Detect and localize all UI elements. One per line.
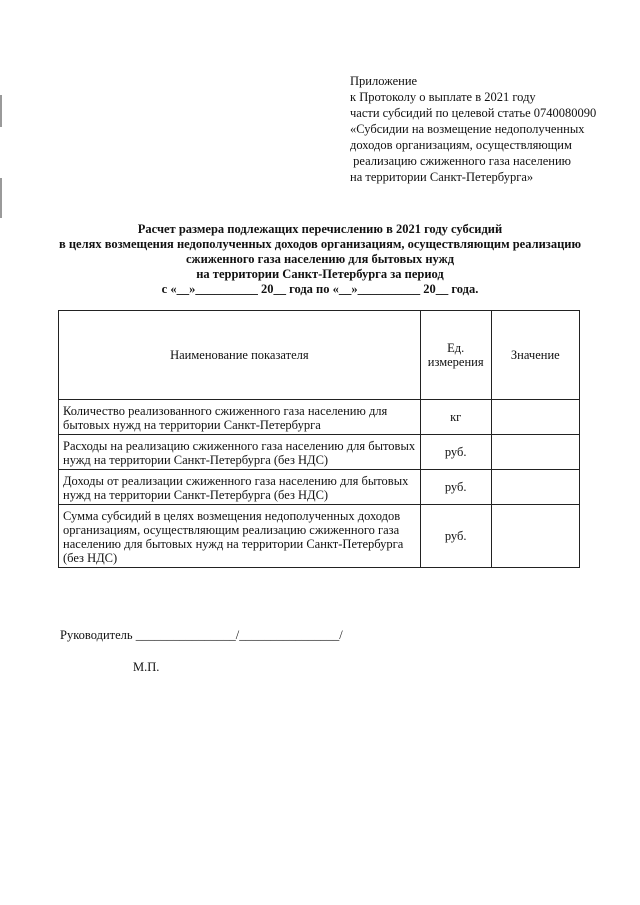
appendix-line: реализацию сжиженного газа населению bbox=[350, 154, 571, 168]
title-period-line: с «__»__________ 20__ года по «__»__________ 20__ года. bbox=[161, 282, 479, 296]
table-row bbox=[59, 400, 580, 435]
title-line: Расчет размера подлежащих перечислению в 2021 году субсидий bbox=[137, 222, 503, 236]
indicator-value[interactable] bbox=[491, 505, 579, 568]
indicator-unit: руб. bbox=[420, 505, 491, 568]
left-edge-mark-top bbox=[0, 95, 2, 127]
appendix-note bbox=[350, 73, 630, 185]
indicator-name: Расходы на реализацию сжиженного газа населению для бытовых нужд на территории Санкт-Петербурга (без НДС) bbox=[59, 435, 421, 470]
indicator-name: Сумма субсидий в целях возмещения недополученных доходов организациям, осуществляющим реализацию сжиженного газа населению для бытовых нужд на территории Санкт-Петербурга (без НДС) bbox=[59, 505, 421, 568]
appendix-line: на территории Санкт-Петербурга» bbox=[350, 170, 534, 184]
subsidy-calculation-table bbox=[58, 310, 580, 568]
indicator-name: Количество реализованного сжиженного газа населению для бытовых нужд на территории Санкт-Петербурга bbox=[59, 400, 421, 435]
indicator-value[interactable] bbox=[491, 470, 579, 505]
appendix-line: к Протоколу о выплате в 2021 году bbox=[350, 90, 536, 104]
appendix-line: Приложение bbox=[350, 74, 418, 88]
stamp-place: М.П. bbox=[133, 660, 160, 674]
left-edge-mark-bottom bbox=[0, 178, 2, 218]
document-title bbox=[40, 222, 600, 297]
appendix-line: доходов организациям, осуществляющим bbox=[350, 138, 572, 152]
appendix-line: «Субсидии на возмещение недополученных bbox=[350, 122, 585, 136]
indicator-value[interactable] bbox=[491, 400, 579, 435]
table-row bbox=[59, 470, 580, 505]
header-indicator-name: Наименование показателя bbox=[59, 311, 421, 400]
table-header-row bbox=[59, 311, 580, 400]
indicator-value[interactable] bbox=[491, 435, 579, 470]
indicator-unit: руб. bbox=[420, 435, 491, 470]
title-line: в целях возмещения недополученных доходов организациям, осуществляющим реализацию bbox=[58, 237, 582, 251]
header-value: Значение bbox=[491, 311, 579, 400]
title-line: сжиженного газа населению для бытовых нужд bbox=[185, 252, 455, 266]
indicator-unit: кг bbox=[420, 400, 491, 435]
title-line: на территории Санкт-Петербурга за период bbox=[196, 267, 444, 281]
signature-line: Руководитель ________________/________________/ bbox=[60, 628, 343, 642]
table-row bbox=[59, 505, 580, 568]
appendix-line: части субсидий по целевой статье 0740080090 bbox=[350, 106, 597, 120]
indicator-name: Доходы от реализации сжиженного газа населению для бытовых нужд на территории Санкт-Петербурга (без НДС) bbox=[59, 470, 421, 505]
header-unit: Ед. измерения bbox=[420, 311, 491, 400]
table-row bbox=[59, 435, 580, 470]
indicator-unit: руб. bbox=[420, 470, 491, 505]
